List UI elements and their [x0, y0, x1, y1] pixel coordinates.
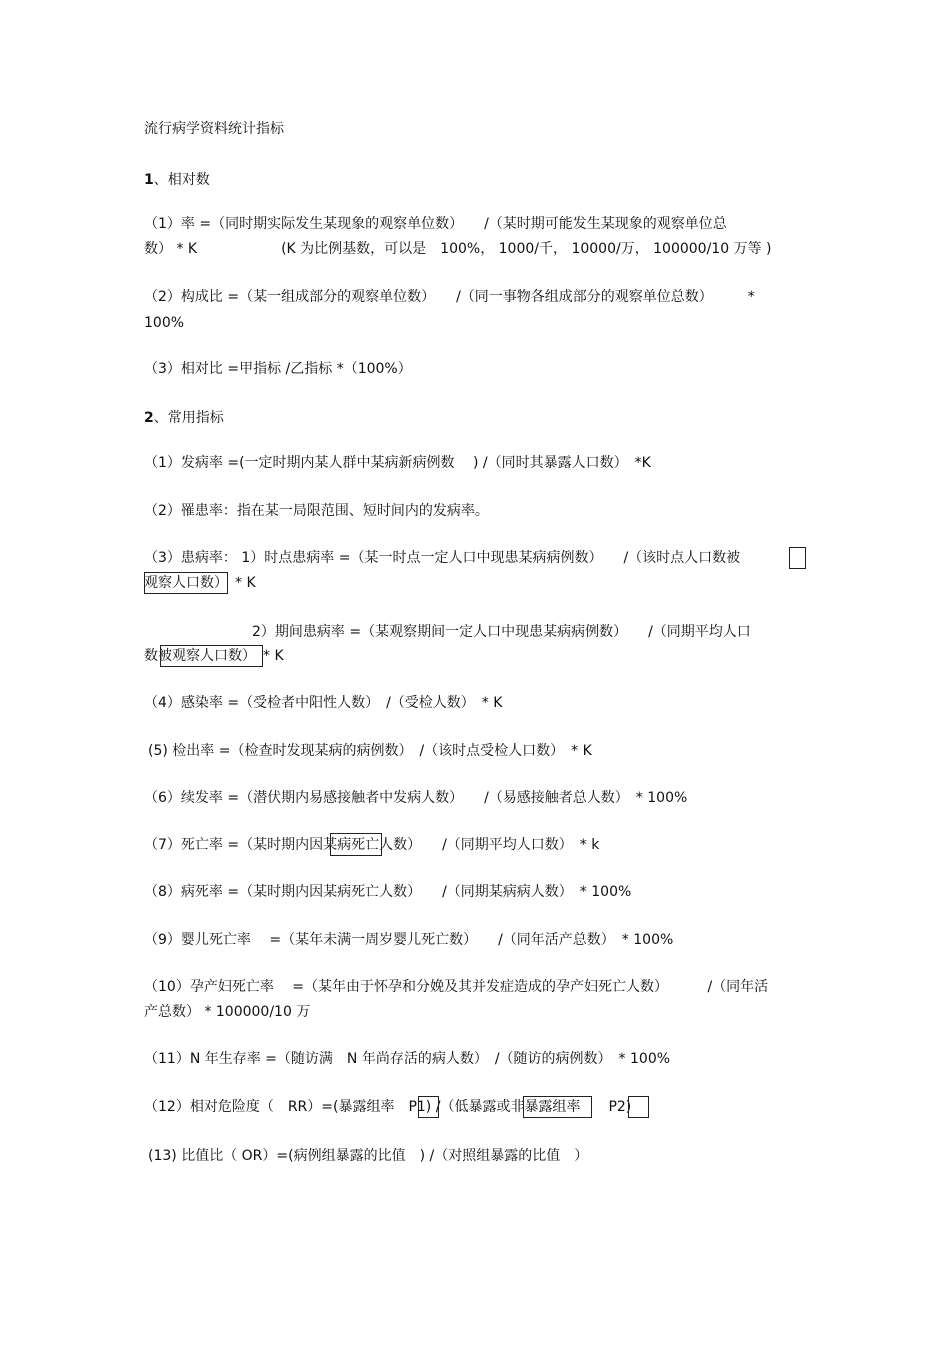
document-title: 流行病学资料统计指标	[144, 121, 284, 137]
text-line: （6）续发率 =（潜伏期内易感接触者中发病人数） /（易感接触者总人数） * 100%	[144, 790, 688, 806]
text-line: （4）感染率 =（受检者中阳性人数） /（受检人数） * K	[144, 695, 503, 711]
text-line: （2）罹患率：指在某一局限范围、短时间内的发病率。	[144, 503, 489, 519]
section-number: 2	[144, 410, 154, 426]
text-line: （11）N 年生存率 =（随访满 N 年尚存活的病人数） /（随访的病例数） * 100%	[144, 1051, 671, 1067]
text-line: 数被观察人口数） * K	[144, 648, 284, 664]
text-line: 2）期间患病率 =（某观察期间一定人口中现患某病病例数） /（同期平均人口	[252, 624, 751, 640]
text-line: （9）婴儿死亡率 =（某年未满一周岁婴儿死亡数） /（同年活产总数） * 100%	[144, 932, 674, 948]
outline-box	[144, 572, 228, 594]
text-line: （7）死亡率 =（某时期内因某病死亡人数） /（同期平均人口数） * k	[144, 837, 600, 853]
section-number: 1	[144, 172, 154, 188]
text-line: （3）相对比 =甲指标 /乙指标 *（100%）	[144, 361, 412, 377]
text-line: 产总数） * 100000/10 万	[144, 1004, 311, 1020]
outline-box	[418, 1096, 439, 1118]
outline-box	[330, 833, 382, 856]
section-title: 、相对数	[153, 172, 210, 188]
text-line: （12）相对危险度（ RR）=(暴露组率 P1) /（低暴露或非暴露组率 P2)	[144, 1099, 632, 1115]
section-heading-2	[144, 409, 224, 427]
outline-box	[160, 645, 263, 667]
outline-box	[628, 1096, 649, 1118]
text-line: (13) 比值比（ OR）=(病例组暴露的比值 ) /（对照组暴露的比值 ）	[148, 1148, 589, 1164]
text-line: (5) 检出率 =（检查时发现某病的病例数） /（该时点受检人口数） * K	[148, 743, 592, 759]
outline-box	[523, 1096, 592, 1118]
text-line: 观察人口数） * K	[144, 575, 256, 591]
text-line: （10）孕产妇死亡率 =（某年由于怀孕和分娩及其并发症造成的孕产妇死亡人数） /（同年活	[144, 979, 769, 995]
outline-box	[789, 547, 806, 569]
text-line: （2）构成比 =（某一组成部分的观察单位数） /（同一事物各组成部分的观察单位总数） *	[144, 289, 755, 305]
text-line: 100%	[144, 315, 185, 331]
text-line: （3）患病率： 1）时点患病率 =（某一时点一定人口中现患某病病例数） /（该时点人口数被	[144, 550, 741, 566]
section-heading-1	[144, 171, 210, 189]
text-line: （8）病死率 =（某时期内因某病死亡人数） /（同期某病病人数） * 100%	[144, 884, 632, 900]
text-line: 数） * K (K 为比例基数，可以是 100%， 1000/千， 10000/万， 100000/10 万等 )	[144, 241, 772, 257]
text-line: （1）发病率 =(一定时期内某人群中某病新病例数 ) /（同时其暴露人口数） *K	[144, 455, 651, 471]
text-line: （1）率 =（同时期实际发生某现象的观察单位数） /（某时期可能发生某现象的观察单位总	[144, 216, 727, 232]
section-title: 、常用指标	[153, 410, 224, 426]
